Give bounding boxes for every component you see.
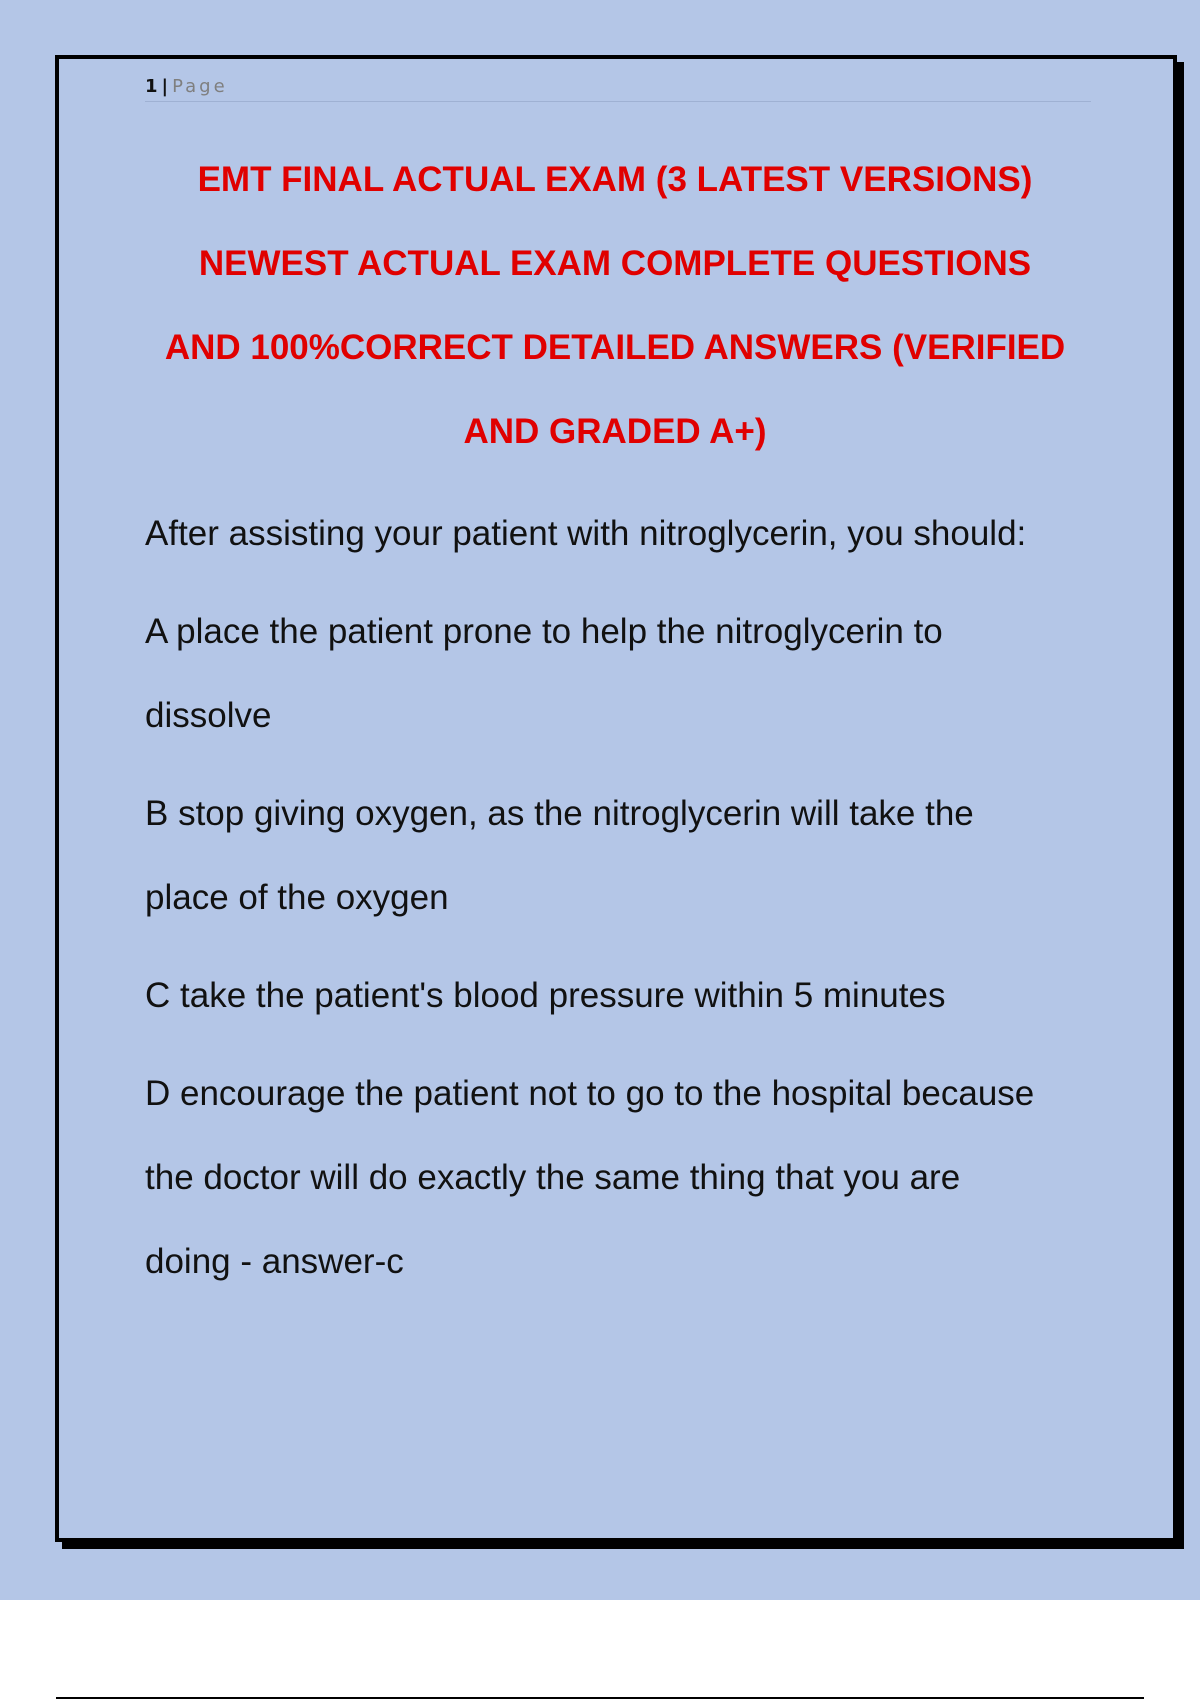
answer-option-b [145,772,1095,940]
answer-option-a [145,590,1095,758]
answer-option-d [145,1052,1095,1304]
title-line-3: AND 100%CORRECT DETAILED ANSWERS (VERIFIED [164,328,1066,367]
answer-option-c [145,954,1095,1038]
answer-option-c-line-1: C take the patient's blood pressure within 5 minutes [145,976,946,1015]
page-number: 1 [145,76,159,97]
title-line-1: EMT FINAL ACTUAL EXAM (3 LATEST VERSIONS) [197,160,1033,199]
answer-option-b-line-2: place of the oxygen [145,878,449,917]
bottom-divider [56,1697,1144,1699]
page-header [145,73,1091,102]
document-title [130,138,1100,474]
question-content [145,492,1095,1318]
title-line-4: AND GRADED A+) [463,412,767,451]
page-label: Page [172,76,228,97]
title-line-2: NEWEST ACTUAL EXAM COMPLETE QUESTIONS [198,244,1032,283]
answer-option-d-line-1: D encourage the patient not to go to the hospital because [145,1074,1035,1113]
answer-option-a-line-1: A place the patient prone to help the nitroglycerin to [145,612,943,651]
page-number-separator: | [161,76,170,97]
answer-option-d-line-2: the doctor will do exactly the same thing that you are [145,1158,961,1197]
answer-option-d-line-3: doing - answer-c [145,1242,404,1281]
answer-option-a-line-2: dissolve [145,696,272,735]
question-prompt: After assisting your patient with nitroglycerin, you should: [145,514,1027,553]
answer-option-b-line-1: B stop giving oxygen, as the nitroglycerin will take the [145,794,974,833]
